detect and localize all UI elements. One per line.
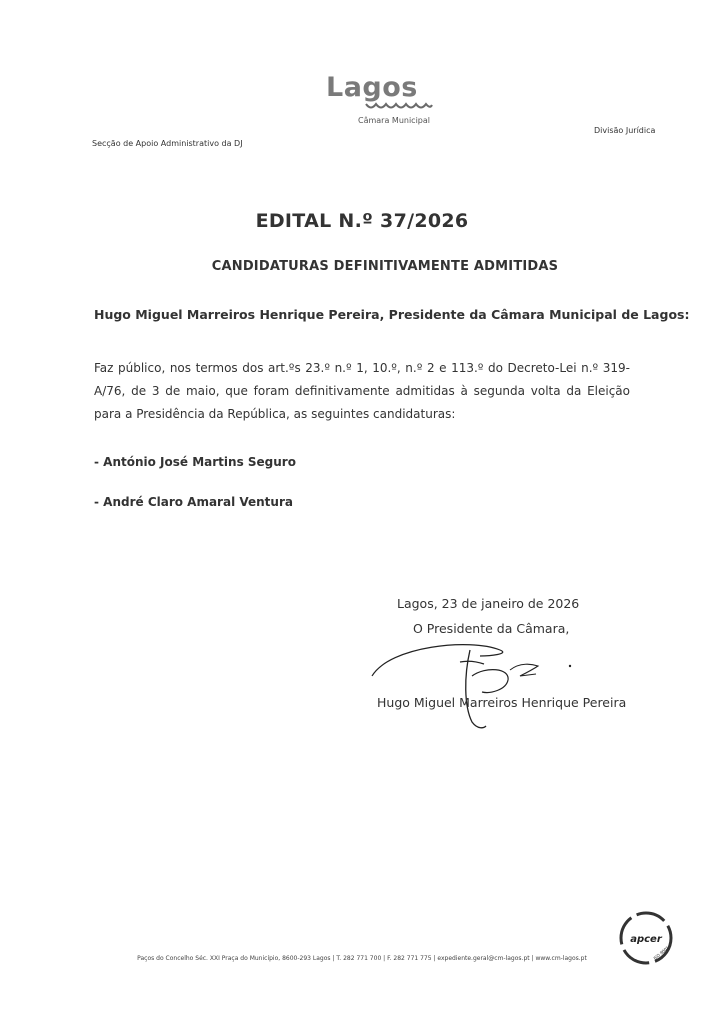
signature-icon (360, 636, 590, 736)
signatory-role: O Presidente da Câmara, (413, 621, 570, 636)
place-date: Lagos, 23 de janeiro de 2026 (397, 596, 580, 611)
candidate-item: - António José Martins Seguro (94, 455, 296, 469)
signatory-name: Hugo Miguel Marreiros Henrique Pereira (377, 695, 627, 710)
logo-waves-icon (364, 100, 434, 114)
body-paragraph: Faz público, nos termos dos art.ºs 23.º n.º 1, 10.º, n.º 2 e 113.º do Decreto-Lei n.º 319-A/76, de 3 de maio, que foram definitivamente admitidas à segunda volta da Eleição para a Presidência da República, as seguintes candidaturas: (94, 361, 630, 421)
division-label: Divisão Jurídica (594, 126, 656, 135)
logo-wordmark: Lagos (326, 72, 418, 103)
svg-text:ISO 9001: ISO 9001 (652, 945, 670, 961)
candidate-item: - André Claro Amaral Ventura (94, 495, 293, 509)
logo-subtitle: Câmara Municipal (358, 116, 431, 125)
document-subtitle: CANDIDATURAS DEFINITIVAMENTE ADMITIDAS (211, 259, 559, 274)
presidente-heading: Hugo Miguel Marreiros Henrique Pereira, Presidente da Câmara Municipal de Lagos: (94, 307, 690, 322)
footer-contact: Paços do Concelho Séc. XXI Praça do Município, 8600-293 Lagos | T. 282 771 700 | F. 282 771 775 | expediente.geral@cm-lagos.pt | www.cm-lagos.pt (137, 955, 587, 962)
svg-text:apcer: apcer (630, 934, 662, 945)
apcer-certification-icon (618, 910, 674, 966)
document-title: EDITAL N.º 37/2026 (255, 210, 469, 232)
section-label: Secção de Apoio Administrativo da DJ (92, 139, 243, 148)
